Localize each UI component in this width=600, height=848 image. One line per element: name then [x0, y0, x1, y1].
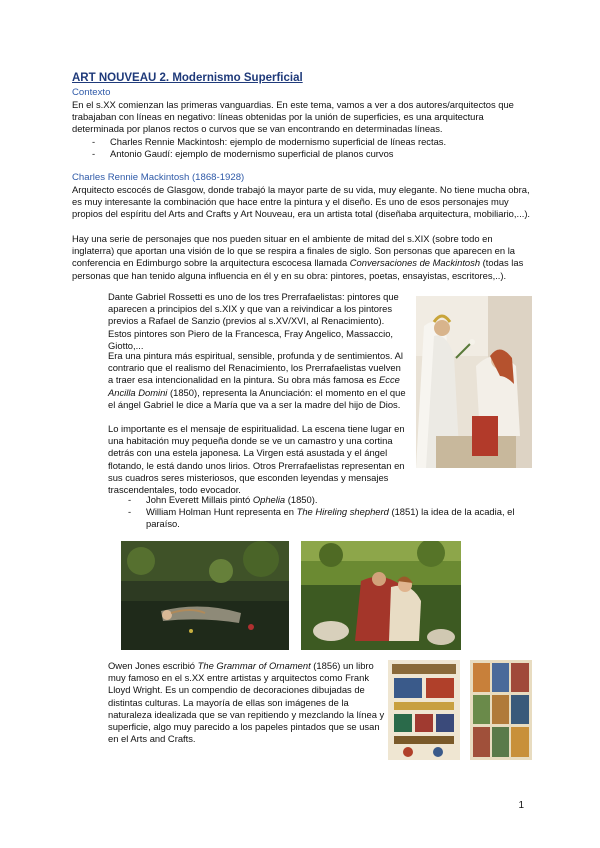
ophelia-image — [121, 541, 289, 650]
bullet-hunt — [126, 506, 526, 530]
hireling-title: The Hireling shepherd — [296, 506, 389, 518]
rossetti-p2-a: Era una pintura más espiritual, sensible, profunda y de sentimientos. Al contrario que el realismo del Renacimiento, los Prerrafaelistas vuelven a traer esa intencionalidad en la pintura. Su obra más famosa es — [108, 350, 403, 386]
p2-emphasis: Conversaciones de Mackintosh — [349, 257, 481, 269]
page-title: ART NOUVEAU 2. Modernismo Superficial — [72, 72, 303, 84]
grammar-of-ornament-title: The Grammar of Ornament — [197, 660, 311, 671]
grammar-of-ornament-plate-image — [388, 660, 460, 760]
p2-text-b: (todas las personas que han tenido alguna influencia en él y en su obra: pintores, poetas, ensayistas, escritores,..). — [72, 257, 524, 281]
ecce-ancilla-domini-image — [416, 296, 532, 468]
millais-a: John Everett Millais pintó — [146, 494, 253, 505]
contexto-heading: Contexto — [72, 87, 111, 98]
jones-a: Owen Jones escribió — [108, 660, 198, 671]
wallpaper-pattern-image — [470, 660, 532, 760]
millais-b: (1850). — [285, 494, 318, 505]
p2-text-a: Hay una serie de personajes que nos pueden situar en el ambiente de mitad del s.XIX (sobre todo en inglaterra) que aportan una visión de lo que se respira a finales de siglo. Son personas que aparecen en la conferencia en Edimburgo sobre la arquitectura escocesa llamada — [72, 233, 516, 269]
jones-b: (1856) un libro muy famoso en el s.XX entre artistas y arquitectos como Frank Lloyd Wright. Es un compendio de decoraciones dibujadas de distintas culturas. La mayoría de ellas son imágenes de la naturaleza idealizada que se van repitiendo y mezclando la línea y superficie, algo muy parecido a los papeles pintados que se usan en el Arts and Crafts. — [108, 660, 385, 745]
contexto-paragraph: En el s.XX comienzan las primeras vanguardias. En este tema, vamos a ver a dos autores/arquitectos que trabajaban con líneas en negativo: líneas obtenidas por la unión de superficies, es una arquitectura determinada por planos rectos o curvos que se van encontrando en determinadas líneas. — [72, 99, 514, 135]
ophelia-title: Ophelia — [252, 494, 286, 505]
hunt-a: William Holman Hunt representa en — [146, 506, 297, 518]
ecce-ancilla-title: Ecce Ancilla Domini — [108, 374, 400, 398]
bullet-millais — [126, 494, 526, 506]
mackintosh-paragraph-2 — [72, 233, 534, 282]
rossetti-paragraph-2 — [108, 350, 408, 411]
rossetti-paragraph-3: Lo importante es el mensaje de espiritualidad. La escena tiene lugar en una habitación muy pequeña donde se ve un camastro y una cortina detrás con una estela japonesa. La Virgen está asustada y el ángel flotando, le está dando unos lirios. Otros Prerrafaelistas representan en sus cuadros seres misteriosos, que esconden leyendas y mensajes trascendentales, todo evocador. — [108, 423, 405, 496]
owen-jones-paragraph — [108, 660, 386, 745]
rossetti-p2-b: (1850), representa la Anunciación: el momento en el que el ángel Gabriel le dice a María que va a ser la madre del hijo de Dios. — [108, 386, 406, 410]
painters-bullets — [126, 494, 526, 531]
page-number: 1 — [518, 799, 524, 811]
hireling-shepherd-image — [301, 541, 461, 650]
mackintosh-heading: Charles Rennie Mackintosh (1868-1928) — [72, 172, 245, 183]
hunt-b: (1851) la idea de la acadia, el paraíso. — [146, 506, 515, 530]
bullet-mackintosh: - Charles Rennie Mackintosh: ejemplo de modernismo superficial de líneas rectas. — [90, 136, 530, 148]
bullet-gaudi: - Antonio Gaudí: ejemplo de modernismo superficial de planos curvos — [90, 148, 530, 160]
contexto-bullets — [90, 136, 530, 160]
rossetti-paragraph-1: Dante Gabriel Rossetti es uno de los tres Prerrafaelistas: pintores que aparecen a principios del s.XIX y que van a reivindicar a los pintores previos a Rafael de Sanzio (previos al s.XV/XVI, al Renacimiento). Estos pintores son Piero de la Francesca, Fray Angelico, Massaccio, Giotto,... — [108, 291, 399, 351]
mackintosh-paragraph-1: Arquitecto escocés de Glasgow, donde trabajó la mayor parte de su vida, muy elegante. No tiene mucha obra, es muy interesante la combinación que hace entre la pintura y el diseño. Es uno de esos personajes muy propios del espíritu del Arts and Crafts y Art Nouveau, era un artista total (diseñaba arquitectura, mobiliario,...). — [72, 184, 531, 220]
